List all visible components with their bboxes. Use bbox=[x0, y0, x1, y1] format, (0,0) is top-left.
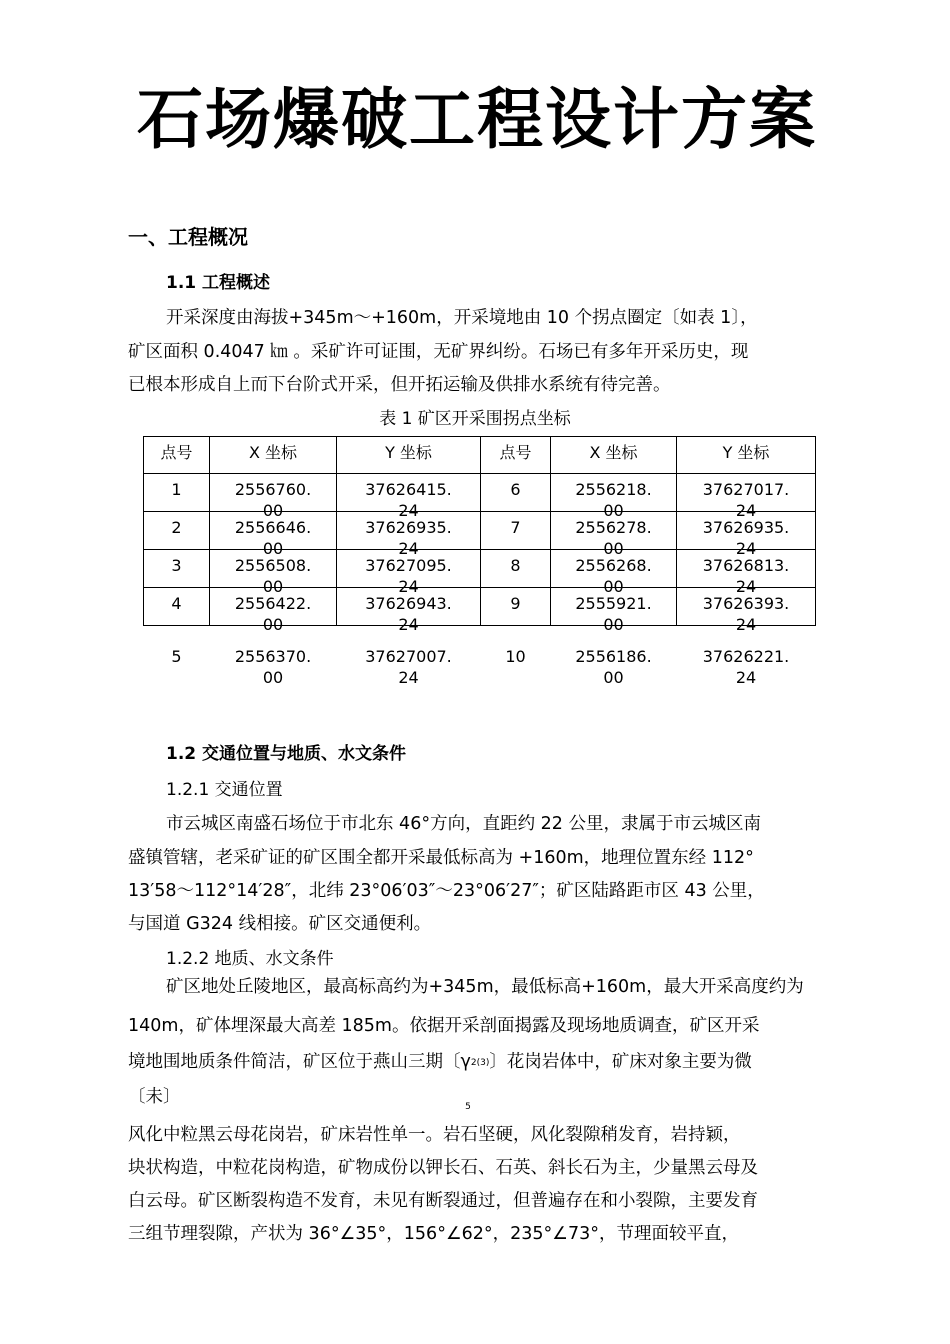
table-header-cell: X 坐标 bbox=[551, 437, 677, 474]
table-cell: 8 bbox=[481, 550, 551, 588]
text-segment: 境地围地质条件简洁，矿区位于燕山三期〔γ bbox=[128, 1052, 471, 1072]
table-cell: 2556218. 00 bbox=[551, 474, 677, 512]
table-cell: 2555921. 00 bbox=[551, 588, 677, 626]
table-cell: 37626415. 24 bbox=[337, 474, 481, 512]
subsection-heading-1-1: 1.1 工程概述 bbox=[166, 273, 271, 293]
table-row bbox=[144, 474, 816, 512]
table-cell: 7 bbox=[481, 512, 551, 550]
paragraph-line: 矿区地处丘陵地区，最高标高约为+345m，最低标高+160m，最大开采高度约为 bbox=[166, 977, 804, 997]
paragraph-line: 与国道 G324 线相接。矿区交通便利。 bbox=[128, 914, 432, 934]
table-cell: 2556508. 00 bbox=[210, 550, 337, 588]
paragraph-line: 〔未〕 bbox=[128, 1087, 181, 1107]
table-cell: 5 bbox=[171, 647, 182, 666]
text-segment: 〕花岗岩体中，矿床对象主要为微 bbox=[489, 1052, 752, 1072]
paragraph-line: 风化中粒黑云母花岗岩，矿床岩性单一。岩石坚硬，风化裂隙稍发育，岩持颖， bbox=[128, 1125, 741, 1145]
table-cell: 2556760. 00 bbox=[210, 474, 337, 512]
table-cell: 2556186. 00 bbox=[575, 647, 652, 687]
table-cell: 2 bbox=[144, 512, 210, 550]
table-header-cell: Y 坐标 bbox=[337, 437, 481, 474]
paragraph-line: 已根本形成自上而下台阶式开采，但开拓运输及供排水系统有待完善。 bbox=[128, 375, 671, 395]
paragraph-line: 市云城区南盛石场位于市北东 46°方向，直距约 22 公里，隶属于市云城区南 bbox=[166, 814, 761, 834]
coordinate-table bbox=[143, 436, 816, 692]
page-number: 5 bbox=[465, 1102, 471, 1112]
paragraph-line: 矿区面积 0.4047 ㎞ 。采矿许可证围，无矿界纠纷。石场已有多年开采历史，现 bbox=[128, 342, 749, 362]
table-header-cell: 点号 bbox=[481, 437, 551, 474]
table-header-cell: X 坐标 bbox=[210, 437, 337, 474]
paragraph-line: 白云母。矿区断裂构造不发育，未见有断裂通过，但普遍存在和小裂隙，主要发育 bbox=[128, 1191, 758, 1211]
table-cell: 2556646. 00 bbox=[210, 512, 337, 550]
table-cell: 3 bbox=[144, 550, 210, 588]
table-cell: 37626393. 24 bbox=[677, 588, 816, 626]
paragraph-line bbox=[128, 1048, 752, 1073]
table-cell: 37626221. 24 bbox=[702, 647, 790, 687]
table-row bbox=[144, 512, 816, 550]
table-cell: 2556268. 00 bbox=[551, 550, 677, 588]
paragraph-line: 13′58～112°14′28″，北纬 23°06′03″～23°06′27″；矿区陆路距市区 43 公里， bbox=[128, 881, 765, 901]
table-header-cell: Y 坐标 bbox=[677, 437, 816, 474]
table-cell: 1 bbox=[144, 474, 210, 512]
document-title: 石场爆破工程设计方案 bbox=[137, 81, 817, 158]
table-cell: 37627007. 24 bbox=[365, 647, 452, 687]
table-caption: 表 1 矿区开采围拐点坐标 bbox=[379, 409, 571, 429]
table-cell: 10 bbox=[505, 647, 526, 666]
table-row bbox=[144, 550, 816, 588]
table-cell: 37627017. 24 bbox=[677, 474, 816, 512]
subsection-heading-1-2-1: 1.2.1 交通位置 bbox=[166, 780, 283, 800]
paragraph-line: 三组节理裂隙，产状为 36°∠35°，156°∠62°，235°∠73°，节理面较平直， bbox=[128, 1224, 740, 1244]
table-cell: 6 bbox=[481, 474, 551, 512]
paragraph-line: 140m，矿体埋深最大高差 185m。依据开采剖面揭露及现场地质调查，矿区开采 bbox=[128, 1016, 760, 1036]
table-cell: 2556370. 00 bbox=[234, 647, 312, 687]
table-cell: 37627095. 24 bbox=[337, 550, 481, 588]
table-cell: 37626813. 24 bbox=[677, 550, 816, 588]
table-row bbox=[144, 588, 816, 626]
table-cell: 2556278. 00 bbox=[551, 512, 677, 550]
subsection-heading-1-2-2: 1.2.2 地质、水文条件 bbox=[166, 949, 334, 969]
paragraph-line: 开采深度由海拔+345m～+160m，开采境地由 10 个拐点圈定〔如表 1〕， bbox=[166, 308, 758, 328]
table-cell: 9 bbox=[481, 588, 551, 626]
table-row bbox=[144, 626, 816, 693]
paragraph-line: 盛镇管辖，老采矿证的矿区围全都开采最低标高为 +160m，地理位置东经 112° bbox=[128, 848, 754, 868]
table-cell: 37626935. 24 bbox=[677, 512, 816, 550]
paragraph-line: 块状构造，中粒花岗构造，矿物成份以钾长石、石英、斜长石为主，少量黑云母及 bbox=[128, 1158, 758, 1178]
table-header-row bbox=[144, 437, 816, 474]
table-cell: 4 bbox=[144, 588, 210, 626]
table-cell: 2556422. 00 bbox=[210, 588, 337, 626]
table-cell: 37626943. 24 bbox=[337, 588, 481, 626]
gamma-subscript: 2(3) bbox=[470, 1058, 490, 1068]
section-heading-overview: 一、工程概况 bbox=[128, 225, 248, 249]
table-header-cell: 点号 bbox=[144, 437, 210, 474]
subsection-heading-1-2: 1.2 交通位置与地质、水文条件 bbox=[166, 744, 407, 764]
table-cell: 37626935. 24 bbox=[337, 512, 481, 550]
